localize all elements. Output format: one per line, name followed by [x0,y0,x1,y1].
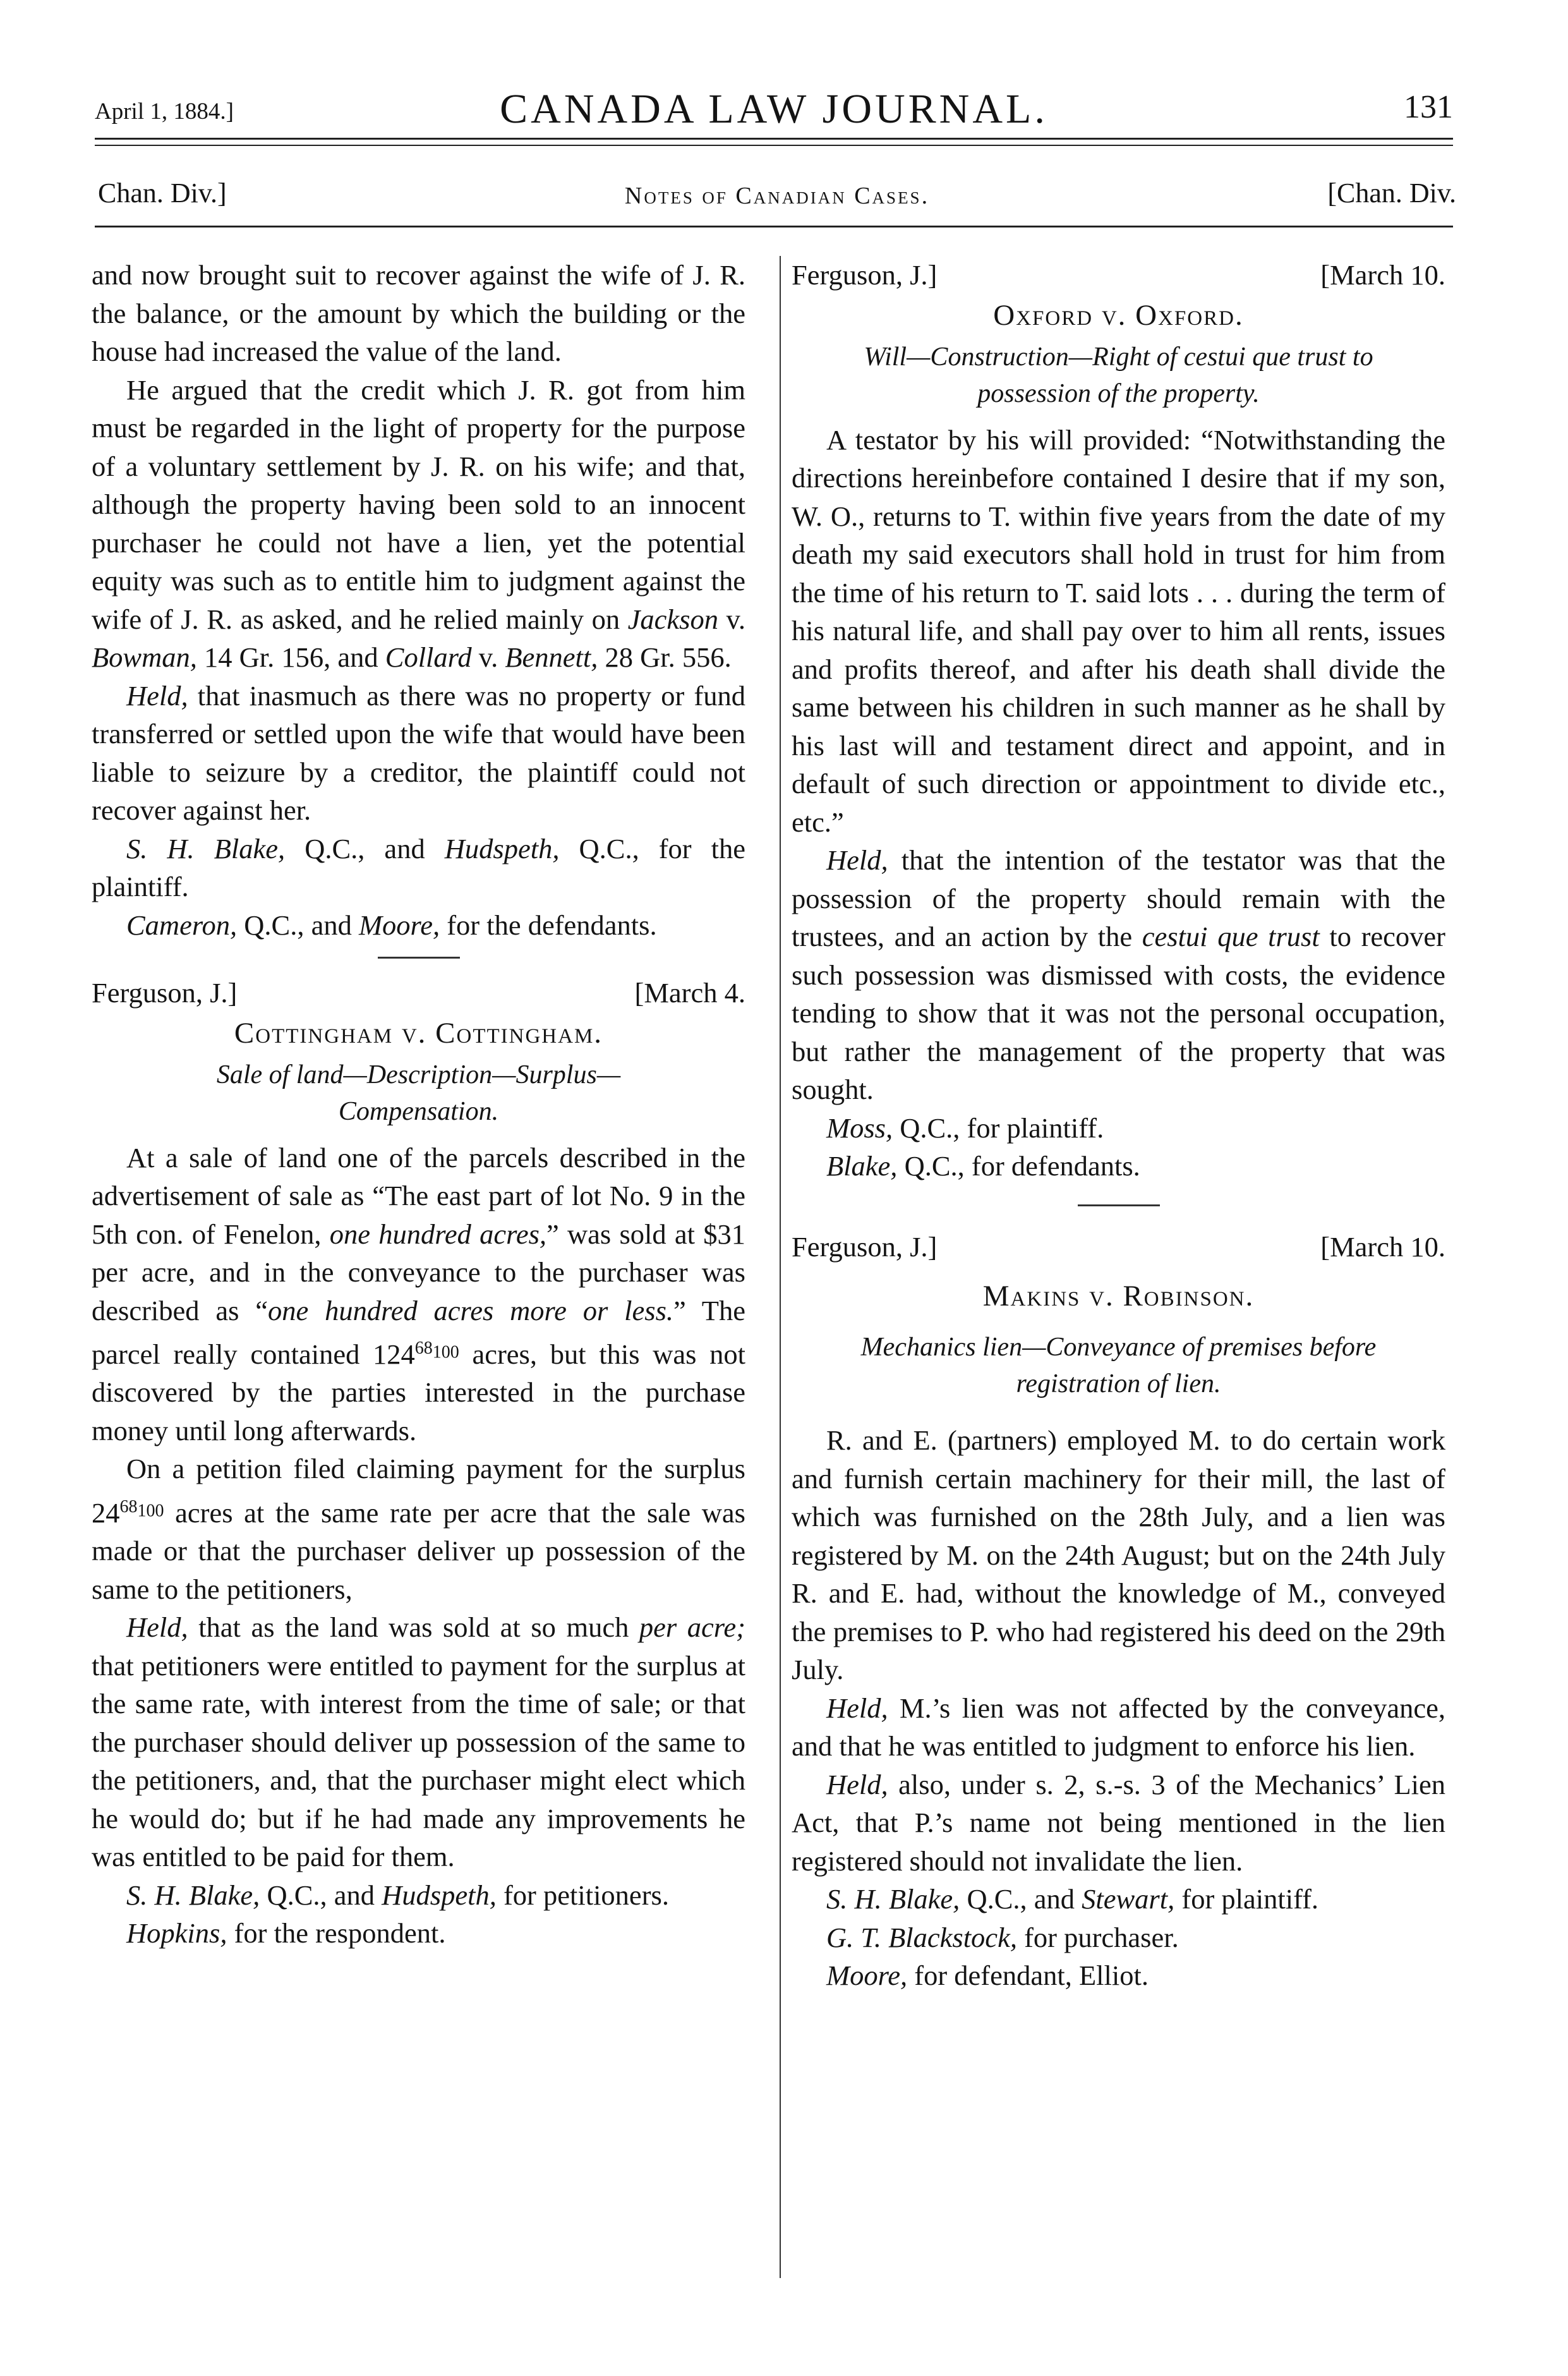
left-column [92,256,745,1953]
counsel-line: G. T. Blackstock, for purchaser. [826,1921,1179,1953]
paragraph: A testator by his will provided: “Notwithstanding the directions hereinbefore contained I desire that if my son, W. O., returns to T. within five years from the date of my death my said executors shall hold in trust for him from the time of his return to T. said lots . . . during the term of his natural life, and shall pay over to him all rents, issues and profits thereof, and after his death shall divide the same between his children in such manner as he shall by his last will and testament direct and appoint, and in default of such direction or appointment to divide etc., etc.” [792,423,1445,838]
paragraph: Held, that the intention of the testator was that the possession of the property should remain with the trustees, and an action by the cestui que trust to recover such possession was dismissed with costs, the evidence tending to show that it was not the personal occupation, but rather the management of the property that was sought. [792,844,1445,1105]
counsel-line: Blake, Q.C., for defendants. [826,1150,1140,1182]
case-headnote: Mechanics lien—Conveyance of premises before registration of lien. [860,1333,1377,1398]
case-meta [92,974,745,1012]
section-right-label: [Chan. Div. [1327,178,1456,209]
section-header [98,177,1456,215]
section-left-label: Chan. Div.] [98,178,227,209]
case-separator [378,957,460,959]
column-divider [780,256,781,2278]
paragraph: and now brought suit to recover against the wife of J. R. the balance, or the amount by which the building or the house had increased the value of the land. [92,259,745,367]
paragraph: He argued that the credit which J. R. got from him must be regarded in the light of property for the purpose of a voluntary settlement by J. R. on his wife; and that, although the property having been sold to an innocent purchaser he could not have a lien, yet the potential equity was such as to entitle him to judgment against the wife of J. R. as asked, and he relied mainly on Jackson v. Bowman, 14 Gr. 156, and Collard v. Bennett, 28 Gr. 556. [92,373,746,673]
fraction: 68100 [414,1338,459,1362]
case-headnote: Sale of land—Description—Surplus— Compensation. [216,1060,621,1126]
paragraph: On a petition filed claiming payment for the surplus $24^{68100}$ acres at the same rate per acre that the sale was made or that the purchaser deliver up possession of the same to the petitioners, [92,1453,745,1605]
case-date: [March 4. [634,977,745,1009]
paragraph: Held, also, under s. 2, s.-s. 3 of the Mechanics’ Lien Act, that P.’s name not being mentioned in the lien registered should not invalidate the lien. [792,1768,1445,1877]
paragraph: Held, that inasmuch as there was no property or fund transferred or settled upon the wife that would have been liable to seizure by a creditor, the plaintiff could not recover against her. [92,679,745,826]
case-title: Cottingham v. Cottingham. [234,1017,603,1050]
case-meta [792,256,1445,294]
case-title: Oxford v. Oxford. [993,299,1244,332]
journal-title: CANADA LAW JOURNAL. [500,86,1048,132]
counsel-line: Moore, for defendant, Elliot. [826,1960,1149,1991]
counsel-line: S. H. Blake, Q.C., and Hudspeth, Q.C., for the plaintiff. [92,832,746,902]
counsel-line: Moss, Q.C., for plaintiff. [826,1112,1104,1144]
case-separator [1078,1204,1160,1206]
counsel-line: S. H. Blake, Q.C., and Stewart, for plaintiff. [826,1883,1319,1915]
running-header [95,85,1453,136]
paragraph: At a sale of land one of the parcels described in the advertisement of sale as “The east part of lot No. 9 in the 5th con. of Fenelon, one hundred acres,” was sold at $31 per acre, and in the conveyance to the purchaser was described as “one hundred acres more or less.” The parcel really contained $124^{68100}$ acres, but this was not discovered by the parties interested in the purchase money until long afterwards. [92,1141,745,1446]
issue-date: April 1, 1884.] [95,99,234,124]
case-headnote: Will—Construction—Right of cestui que trust to possession of the property. [864,342,1373,408]
case-judge: Ferguson, J.] [792,259,938,291]
case-judge: Ferguson, J.] [92,977,238,1009]
page-number: 131 [1404,89,1453,125]
case-date: [March 10. [1320,1230,1445,1263]
header-double-rule [95,138,1453,146]
right-column [792,256,1445,1995]
paragraph: R. and E. (partners) employed M. to do certain work and furnish certain machinery for their mill, the last of which was furnished on the 28th July, and a lien was registered by M. on the 24th August; but on the 24th July R. and E. had, without the knowledge of M., conveyed the premises to P. who had registered his deed on the 29th July. [792,1424,1445,1685]
counsel-line: S. H. Blake, Q.C., and Hudspeth, for petitioners. [126,1879,669,1911]
case-date: [March 10. [1320,259,1445,291]
section-rule [95,226,1453,227]
counsel-line: Hopkins, for the respondent. [126,1917,446,1949]
case-title: Makins v. Robinson. [982,1279,1255,1312]
paragraph: Held, M.’s lien was not affected by the conveyance, and that he was entitled to judgment to enforce his lien. [792,1692,1445,1762]
counsel-line: Cameron, Q.C., and Moore, for the defendants. [126,909,657,941]
section-title: Notes of Canadian Cases. [624,183,930,209]
fraction: 68100 [119,1496,164,1521]
paragraph: Held, that as the land was sold at so much per acre; that petitioners were entitled to payment for the surplus at the same rate, with interest from the time of sale; or that the purchaser should deliver up possession of the same to the petitioners, and, that the purchaser might elect which he would do; but if he had made any improvements he was entitled to be paid for them. [92,1611,745,1873]
case-meta [792,1228,1445,1266]
case-judge: Ferguson, J.] [792,1230,938,1263]
